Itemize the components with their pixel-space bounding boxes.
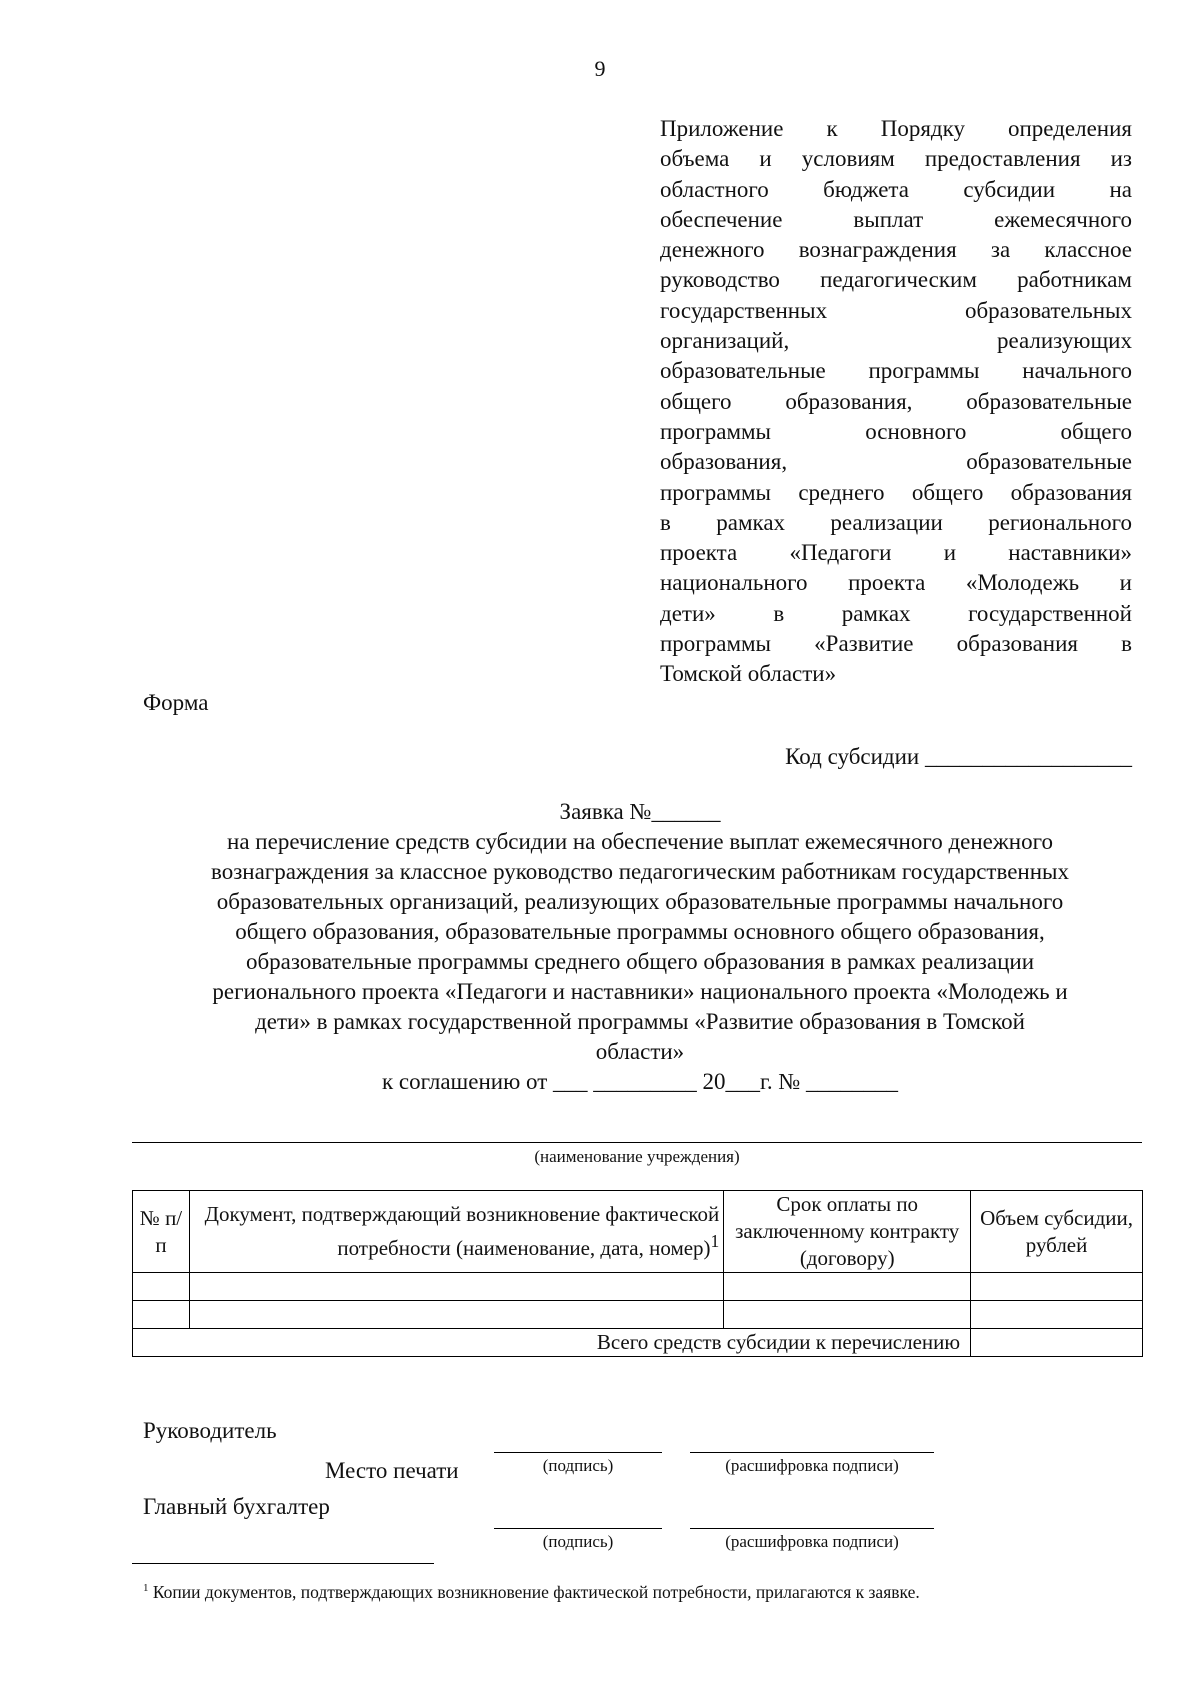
accountant-signature-line[interactable] bbox=[494, 1528, 662, 1529]
accountant-signature-caption: (подпись) bbox=[542, 1532, 614, 1551]
footnote bbox=[143, 1582, 920, 1603]
agreement-line: к соглашению от ___ _________ 20___г. № ________ bbox=[381, 1069, 899, 1094]
title-line: Заявка №______ bbox=[559, 799, 721, 824]
appendix-line: руководство педагогическим работникам bbox=[660, 267, 1132, 293]
table-cell[interactable] bbox=[724, 1273, 971, 1301]
total-row bbox=[133, 1329, 1143, 1357]
footnote-ref: 1 bbox=[710, 1231, 720, 1251]
appendix-line: общего образования, образовательные bbox=[660, 388, 1132, 414]
appendix-line: в рамках реализации регионального bbox=[660, 509, 1132, 535]
accountant-decode-line[interactable] bbox=[690, 1528, 934, 1529]
title-line: общего образования, образовательные программы основного общего образования, bbox=[235, 919, 1045, 944]
appendix-line: областного бюджета субсидии на bbox=[660, 176, 1132, 202]
appendix-line: объема и условиям предоставления из bbox=[660, 146, 1132, 172]
header-subsidy-amount: Объем субсидии, рублей bbox=[971, 1191, 1143, 1273]
table-cell[interactable] bbox=[971, 1301, 1143, 1329]
table-cell[interactable] bbox=[724, 1301, 971, 1329]
page-number: 9 bbox=[594, 56, 606, 81]
footnote-text: Копии документов, подтверждающих возникновение фактической потребности, прилагаются к заявке. bbox=[152, 1582, 920, 1602]
title-line: образовательные программы среднего общего образования в рамках реализации bbox=[245, 949, 1035, 974]
accountant-label: Главный бухгалтер bbox=[143, 1494, 330, 1519]
appendix-line: обеспечение выплат ежемесячного bbox=[660, 206, 1132, 232]
accountant-decode-caption: (расшифровка подписи) bbox=[725, 1532, 899, 1551]
head-label: Руководитель bbox=[143, 1418, 277, 1443]
table-cell[interactable] bbox=[189, 1273, 723, 1301]
header-document bbox=[189, 1191, 723, 1273]
appendix-line: Томской области» bbox=[660, 661, 837, 687]
institution-name-line bbox=[132, 1142, 1142, 1143]
header-document-text: Документ, подтверждающий возникновение фактической потребности (наименование, дата, номер) bbox=[204, 1202, 720, 1260]
subsidy-code: Код субсидии __________________ bbox=[785, 744, 1132, 769]
title-line: на перечисление средств субсидии на обеспечение выплат ежемесячного денежного bbox=[227, 829, 1053, 854]
title-line: дети» в рамках государственной программы «Развитие образования в Томской bbox=[255, 1009, 1025, 1034]
title-line: регионального проекта «Педагоги и наставники» национального проекта «Молодежь и bbox=[212, 979, 1068, 1004]
title-line: области» bbox=[595, 1039, 685, 1064]
table-cell[interactable] bbox=[133, 1301, 190, 1329]
table-row bbox=[133, 1273, 1143, 1301]
head-decode-caption: (расшифровка подписи) bbox=[725, 1456, 899, 1475]
appendix-reference bbox=[660, 114, 1132, 690]
header-payment-term: Срок оплаты по заключенному контракту (договору) bbox=[724, 1191, 971, 1273]
appendix-line: программы «Развитие образования в bbox=[660, 631, 1132, 657]
appendix-line: организаций, реализующих bbox=[660, 328, 1132, 354]
appendix-line: программы среднего общего образования bbox=[660, 479, 1132, 505]
head-signature-caption: (подпись) bbox=[542, 1456, 614, 1475]
head-decode-line[interactable] bbox=[690, 1452, 934, 1453]
header-number: № п/п bbox=[133, 1191, 190, 1273]
appendix-line: программы основного общего bbox=[660, 418, 1132, 444]
institution-caption: (наименование учреждения) bbox=[534, 1147, 740, 1166]
table-cell[interactable] bbox=[189, 1301, 723, 1329]
appendix-line: денежного вознаграждения за классное bbox=[660, 237, 1132, 263]
total-label: Всего средств субсидии к перечислению bbox=[133, 1329, 971, 1357]
title-line: образовательных организаций, реализующих образовательные программы начального bbox=[216, 889, 1064, 914]
appendix-line: проекта «Педагоги и наставники» bbox=[660, 540, 1132, 566]
appendix-line: государственных образовательных bbox=[660, 297, 1132, 323]
appendix-line: национального проекта «Молодежь и bbox=[660, 570, 1132, 596]
head-signature-line[interactable] bbox=[494, 1452, 662, 1453]
footnote-separator bbox=[132, 1563, 434, 1564]
appendix-line: дети» в рамках государственной bbox=[660, 600, 1132, 626]
application-title bbox=[130, 797, 1150, 1097]
subsidy-table bbox=[132, 1190, 1143, 1357]
total-amount-cell[interactable] bbox=[971, 1329, 1143, 1357]
appendix-line: Приложение к Порядку определения bbox=[660, 116, 1132, 141]
table-header-row bbox=[133, 1191, 1143, 1273]
appendix-line: образования, образовательные bbox=[660, 449, 1132, 475]
footnote-mark: 1 bbox=[143, 1582, 149, 1595]
table-cell[interactable] bbox=[133, 1273, 190, 1301]
form-label: Форма bbox=[143, 690, 209, 715]
title-line: вознаграждения за классное руководство педагогическим работникам государственных bbox=[211, 859, 1069, 884]
stamp-label: Место печати bbox=[325, 1458, 459, 1483]
table-cell[interactable] bbox=[971, 1273, 1143, 1301]
appendix-line: образовательные программы начального bbox=[660, 358, 1132, 384]
table-row bbox=[133, 1301, 1143, 1329]
